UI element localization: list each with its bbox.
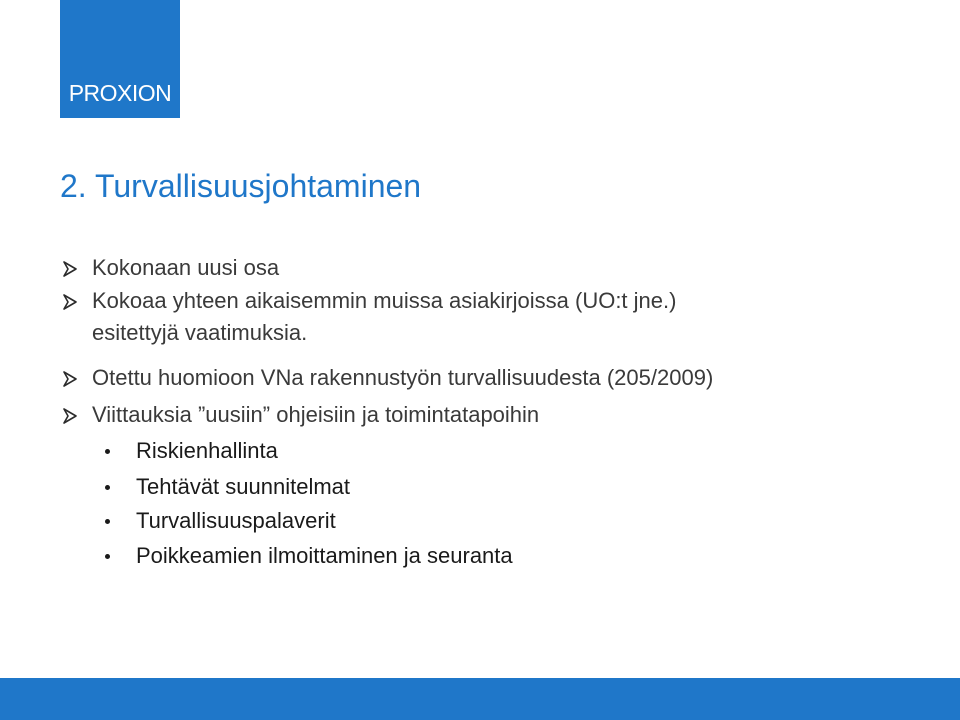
arrow-bullet-icon [62,261,78,277]
bullet-dot-icon [105,485,110,490]
bullet-dot-icon [105,519,110,524]
arrow-bullet-icon [62,371,78,387]
bullet-item: Kokonaan uusi osa [92,255,280,280]
bullet-item-line: Kokoaa yhteen aikaisemmin muissa asiakirjoissa (UO:t jne.) [92,288,677,313]
sub-bullet-item: Turvallisuuspalaverit [136,508,336,533]
bullet-dot-icon [105,449,110,454]
sub-bullet-item: Poikkeamien ilmoittaminen ja seuranta [136,543,513,568]
bullet-item: Viittauksia ”uusiin” ohjeisiin ja toimintatapoihin [92,402,540,427]
bullet-item-line: esitettyjä vaatimuksia. [92,320,308,345]
logo-text: PROXION [68,80,172,106]
sub-bullet-item: Riskienhallinta [136,438,278,463]
sub-bullet-item: Tehtävät suunnitelmat [136,474,351,499]
footer-bar [0,678,960,720]
bullet-item: Otettu huomioon VNa rakennustyön turvallisuudesta (205/2009) [92,365,714,390]
bullet-dot-icon [105,554,110,559]
arrow-bullet-icon [62,294,78,310]
slide-title: 2. Turvallisuusjohtaminen [60,168,422,204]
bullet-item [92,285,676,349]
arrow-bullet-icon [62,408,78,424]
